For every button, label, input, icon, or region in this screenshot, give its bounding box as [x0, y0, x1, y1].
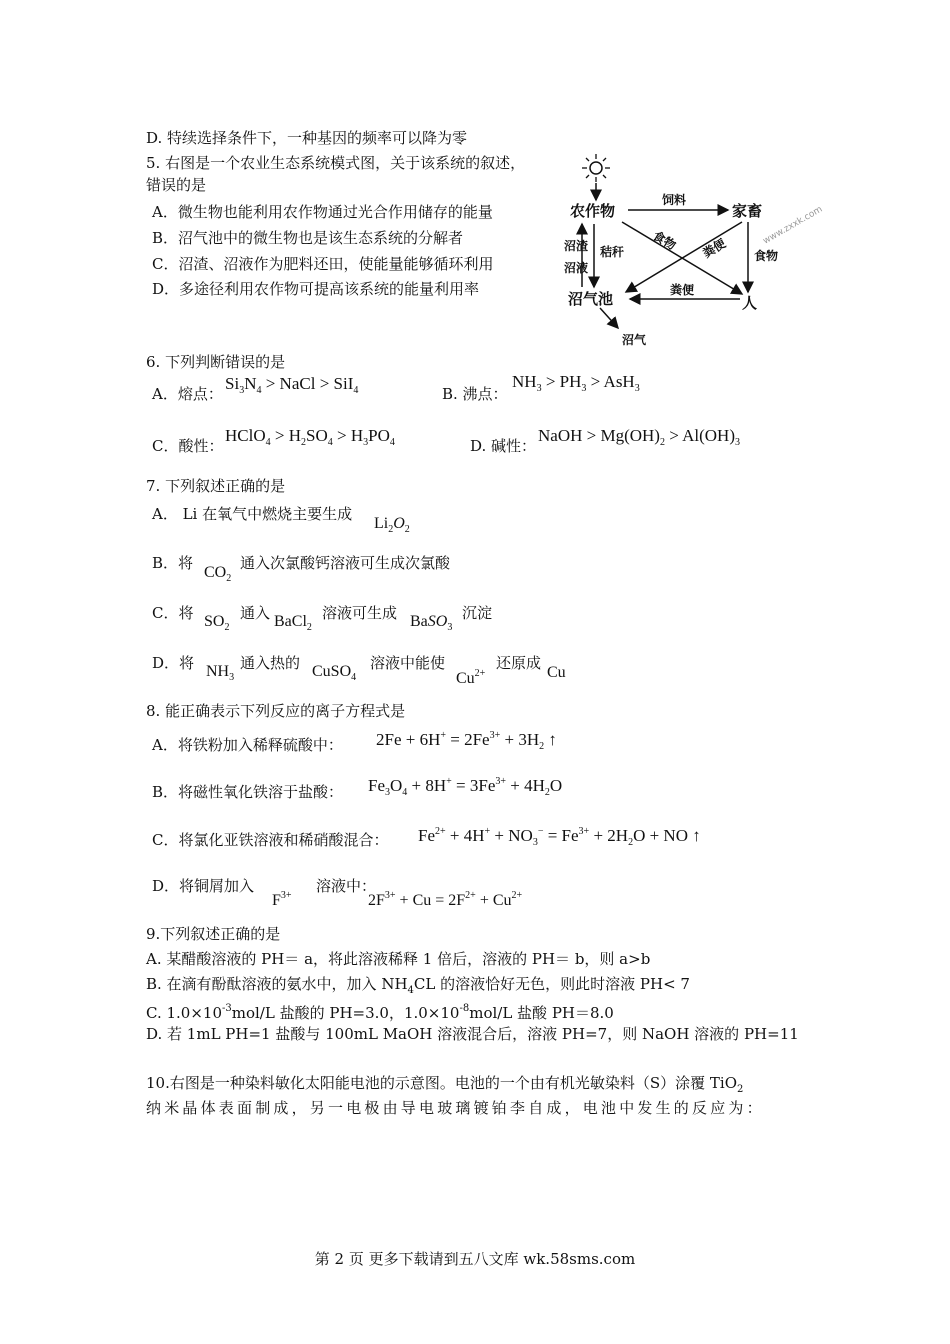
q9-stem: 9.下列叙述正确的是: [146, 925, 281, 943]
q7-option-c-text3: 溶液可生成: [322, 604, 398, 622]
q10-line2: 纳米晶体表面制成，另一电极由导电玻璃镀铂李自成，电池中发生的反应为：: [146, 1099, 765, 1117]
sun-icon: [582, 154, 610, 182]
q8-option-c-formula: $Fe^{2+} + 4H^+ + NO_3^- = Fe^{3+} + 2H_2O$ + NO ↑: [418, 826, 701, 848]
q7-option-c-text4: 沉淀: [462, 604, 493, 622]
q5-stem-line2: 错误的是: [146, 176, 207, 194]
q7-option-d-text4: 还原成: [496, 654, 542, 672]
q9-option-d: D. 若 1mL PH=1 盐酸与 100mL MaOH 溶液混合后，溶液 PH=7，则 NaOH 溶液的 PH=11: [146, 1025, 799, 1043]
label-manure-2: 粪便: [670, 283, 695, 297]
node-livestock: 家畜: [732, 202, 763, 220]
q6-option-c-formula: HClO$_4$ > $H_2SO_4 > H_3PO_4$: [225, 426, 395, 448]
q10-line1-text: 10.右图是一种染料敏化太阳能电池的示意图。电池的一个由有机光敏染料（S）涂覆 TiO: [146, 1074, 738, 1092]
label-straw: 秸秆: [600, 245, 625, 259]
q7-option-d-formula2: CuSO$_4$: [312, 663, 357, 683]
q6-option-b-label: B. 沸点：: [442, 385, 508, 403]
q7-option-a-text: A． Li 在氧气中燃烧主要生成: [152, 505, 353, 523]
watermark: www.zxxk.com: [761, 204, 825, 247]
label-food: 食物: [754, 249, 779, 263]
q6-option-c-label: C．酸性：: [152, 437, 224, 455]
label-residue: 沼渣: [564, 239, 589, 253]
q9-option-c-prefix: C. 1.0×10: [146, 1004, 222, 1022]
q7-option-b-text1: B．将: [152, 554, 194, 572]
page-footer: 第 2 页 更多下载请到五八文库 wk.58sms.com: [314, 1250, 636, 1268]
q8-stem: 8. 能正确表示下列反应的离子方程式是: [146, 702, 406, 720]
q7-option-d-formula3: $Cu^{2+}$: [456, 668, 486, 687]
q6-option-d-formula: NaOH > $Mg(OH)_2 > Al(OH)_3$: [538, 426, 740, 448]
q7-option-b-text2: 通入次氯酸钙溶液可生成次氯酸: [240, 554, 451, 572]
q7-option-c-text2: 通入: [240, 604, 271, 622]
q7-option-a-formula: $Li_2O_2$: [374, 515, 410, 535]
q8-option-a-formula: $2Fe + 6H^+ = 2Fe^{3+} + 3H_2$ ↑: [376, 730, 557, 752]
q5-option-b: B．沼气池中的微生物也是该生态系统的分解者: [152, 229, 464, 247]
q5-option-d: D．多途径利用农作物可提高该系统的能量利用率: [152, 280, 480, 298]
q7-option-d-formula1: $NH_3$: [206, 663, 235, 683]
q7-option-d-text2: 通入热的: [240, 654, 301, 672]
q6-option-a-label: A．熔点：: [152, 385, 223, 403]
label-feed: 饲料: [662, 193, 687, 207]
q7-option-c-formula2: BaCl$_2$: [274, 613, 312, 633]
label-biogas: 沼气: [622, 333, 647, 347]
q8-option-a-text: A．将铁粉加入稀释硫酸中：: [152, 736, 343, 754]
q8-option-b-formula: $Fe_3O_4 + 8H^+ = 3Fe^{3+} + 4H_2O$: [368, 776, 563, 798]
q7-option-d-text1: D．将: [152, 654, 195, 672]
q7-option-c-text1: C．将: [152, 604, 194, 622]
label-manure-1: 粪便: [700, 236, 729, 261]
q6-option-a-formula: $Si_3N_4$ > NaCl > SiI$_4$: [225, 374, 359, 396]
q9-option-b-part1: B. 在滴有酚酞溶液的氨水中，加入 NH: [146, 975, 408, 993]
q5-stem-line1: 5. 右图是一个农业生态系统模式图，关于该系统的叙述，: [146, 154, 526, 172]
label-grain: 食物: [650, 228, 679, 253]
q8-option-d-formula: $2F^{3+} + Cu = 2F^{2+} + Cu^{2+}$: [368, 890, 523, 909]
q6-option-b-formula: $NH_3 > PH_3 > AsH_3$: [512, 372, 640, 394]
q8-option-b-text: B．将磁性氧化铁溶于盐酸：: [152, 783, 344, 801]
q4-option-d: D. 特续选择条件下，一种基因的频率可以降为零: [146, 129, 468, 147]
node-human: 人: [742, 294, 758, 312]
q5-option-a: A．微生物也能利用农作物通过光合作用储存的能量: [152, 203, 493, 221]
q9-option-b-part2: CL 的溶液恰好无色，则此时溶液 PH< 7: [413, 975, 690, 993]
q7-stem: 7. 下列叙述正确的是: [146, 477, 286, 495]
q9-option-a: A. 某醋酸溶液的 PH＝ a，将此溶液稀释 1 倍后，溶液的 PH＝ b，则 a>b: [146, 950, 651, 968]
q8-option-d-ion: $F^{3+}$: [272, 890, 292, 909]
q6-stem: 6. 下列判断错误的是: [146, 353, 286, 371]
q6-option-d-label: D. 碱性：: [470, 437, 537, 455]
q10-line1: 10.右图是一种染料敏化太阳能电池的示意图。电池的一个由有机光敏染料（S）涂覆 TiO$_2$: [146, 1074, 744, 1095]
q8-option-c-text: C．将氯化亚铁溶液和稀硝酸混合：: [152, 831, 389, 849]
q7-option-c-formula1: $SO_2$: [204, 613, 230, 633]
q7-option-b-formula: $CO_2$: [204, 564, 232, 584]
q7-option-d-text3: 溶液中能使: [370, 654, 446, 672]
q7-option-d-formula4: Cu: [547, 664, 566, 681]
node-biogas-pool: 沼气池: [568, 290, 614, 308]
label-slurry: 沼液: [564, 261, 589, 275]
q7-option-c-formula3: BaSO$_3$: [410, 613, 453, 633]
agriculture-ecosystem-diagram: [560, 152, 830, 352]
q5-option-c: C．沼渣、沼液作为肥料还田，使能量能够循环利用: [152, 255, 494, 273]
q9-option-b: B. 在滴有酚酞溶液的氨水中，加入 $NH_4CL$ 的溶液恰好无色，则此时溶液 PH< 7: [146, 975, 690, 996]
q8-option-d-text2: 溶液中：: [316, 877, 377, 895]
node-crops: 农作物: [570, 202, 616, 220]
q9-option-c: C. $1.0\times 10^{-3}mol/L$ 盐酸的 PH=3.0，$1.0\times 10^{-8}mol/L$ 盐酸 PH＝8.0: [146, 1003, 614, 1022]
q8-option-d-text1: D．将铜屑加入: [152, 877, 255, 895]
